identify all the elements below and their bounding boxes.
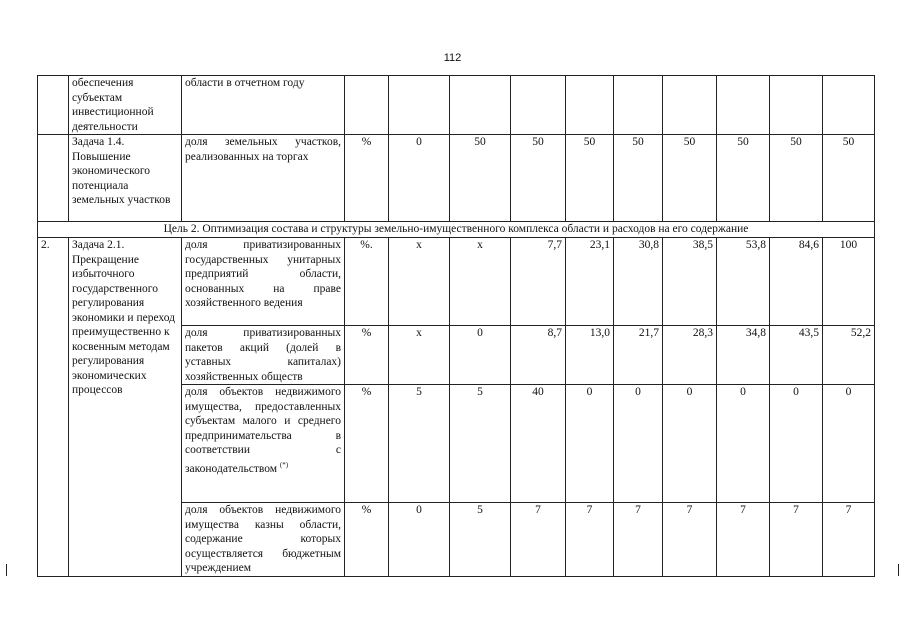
row-number-cell	[38, 76, 69, 135]
value-cell	[770, 76, 823, 135]
indicator-text: доля приватизированных государственных унитарных предприятий области, основанных на праве хозяйственного ведения	[185, 239, 341, 309]
value-cell	[566, 76, 614, 135]
value-cell: 50	[450, 135, 511, 222]
unit-cell: %	[345, 503, 389, 577]
value-cell: 7	[511, 503, 566, 577]
value-cell: х	[389, 326, 450, 385]
indicator-cell	[182, 238, 345, 326]
left-edge-mark	[6, 564, 7, 576]
unit-cell: %	[345, 326, 389, 385]
value-cell	[450, 76, 511, 135]
value-cell	[717, 76, 770, 135]
value-cell: 5	[389, 385, 450, 503]
task-cell: Задача 1.4. Повышение экономического потенциала земельных участков	[69, 135, 182, 222]
indicator-cell: области в отчетном году	[182, 76, 345, 135]
page-number: 112	[443, 52, 462, 64]
table-row	[38, 76, 875, 135]
value-cell	[511, 76, 566, 135]
value-cell: 7	[717, 503, 770, 577]
value-cell: 38,5	[663, 238, 717, 326]
unit-cell	[345, 76, 389, 135]
value-cell: 43,5	[770, 326, 823, 385]
value-cell: 50	[614, 135, 663, 222]
value-cell: 0	[566, 385, 614, 503]
table-row	[38, 238, 875, 326]
value-cell: 7	[663, 503, 717, 577]
value-cell: 52,2	[823, 326, 875, 385]
value-cell: 5	[450, 385, 511, 503]
value-cell: 7	[614, 503, 663, 577]
task-cell: Задача 2.1. Прекращение избыточного государственного регулирования экономики и переход преимущественно к косвенным методам регулирования экономических процессов	[69, 238, 182, 577]
indicator-cell	[182, 503, 345, 577]
value-cell: 23,1	[566, 238, 614, 326]
value-cell: 0	[770, 385, 823, 503]
row-number-cell: 2.	[38, 238, 69, 577]
value-cell: 7	[566, 503, 614, 577]
indicator-text: доля приватизированных пакетов акций (долей в уставных капиталах) хозяйственных обществ	[185, 327, 341, 383]
value-cell: 40	[511, 385, 566, 503]
indicator-cell	[182, 385, 345, 503]
value-cell	[614, 76, 663, 135]
footnote-mark: (*)	[279, 460, 289, 469]
value-cell: 28,3	[663, 326, 717, 385]
goal-heading: Цель 2. Оптимизация состава и структуры земельно-имущественного комплекса области и расходов на его содержание	[38, 222, 875, 238]
value-cell: 21,7	[614, 326, 663, 385]
goal-row	[38, 222, 875, 238]
indicators-table	[37, 75, 875, 577]
unit-cell: %.	[345, 238, 389, 326]
value-cell: 7	[770, 503, 823, 577]
table-row	[38, 135, 875, 222]
value-cell: 30,8	[614, 238, 663, 326]
unit-cell: %	[345, 385, 389, 503]
row-number-cell	[38, 135, 69, 222]
value-cell: 5	[450, 503, 511, 577]
value-cell: 0	[663, 385, 717, 503]
indicator-cell	[182, 135, 345, 222]
value-cell: 0	[389, 135, 450, 222]
value-cell: 7	[823, 503, 875, 577]
value-cell: 50	[511, 135, 566, 222]
value-cell: 0	[717, 385, 770, 503]
value-cell: 50	[717, 135, 770, 222]
value-cell: 50	[663, 135, 717, 222]
value-cell: 50	[566, 135, 614, 222]
value-cell: 50	[823, 135, 875, 222]
value-cell: 13,0	[566, 326, 614, 385]
value-cell	[389, 76, 450, 135]
value-cell	[663, 76, 717, 135]
value-cell: 7,7	[511, 238, 566, 326]
value-cell: 0	[450, 326, 511, 385]
indicator-text: доля земельных участков, реализованных на торгах	[185, 136, 341, 163]
value-cell: 50	[770, 135, 823, 222]
value-cell: 8,7	[511, 326, 566, 385]
value-cell	[823, 76, 875, 135]
value-cell: 84,6	[770, 238, 823, 326]
unit-cell: %	[345, 135, 389, 222]
value-cell: х	[450, 238, 511, 326]
task-cell: обеспечения субъектам инвестиционной деятельности	[69, 76, 182, 135]
indicator-text	[185, 385, 341, 476]
value-cell: 34,8	[717, 326, 770, 385]
value-cell: 53,8	[717, 238, 770, 326]
right-edge-mark	[898, 564, 899, 576]
value-cell: 100	[823, 238, 875, 326]
indicator-text: доля объектов недвижимого имущества казны области, содержание которых осуществляется бюджетным учреждением	[185, 504, 341, 574]
value-cell: 0	[823, 385, 875, 503]
value-cell: 0	[614, 385, 663, 503]
indicator-text-main: доля объектов недвижимого имущества, предоставленных субъектам малого и среднего предпринимательства в соответствии с законодательством	[185, 386, 341, 475]
value-cell: 0	[389, 503, 450, 577]
value-cell: х	[389, 238, 450, 326]
indicator-cell	[182, 326, 345, 385]
